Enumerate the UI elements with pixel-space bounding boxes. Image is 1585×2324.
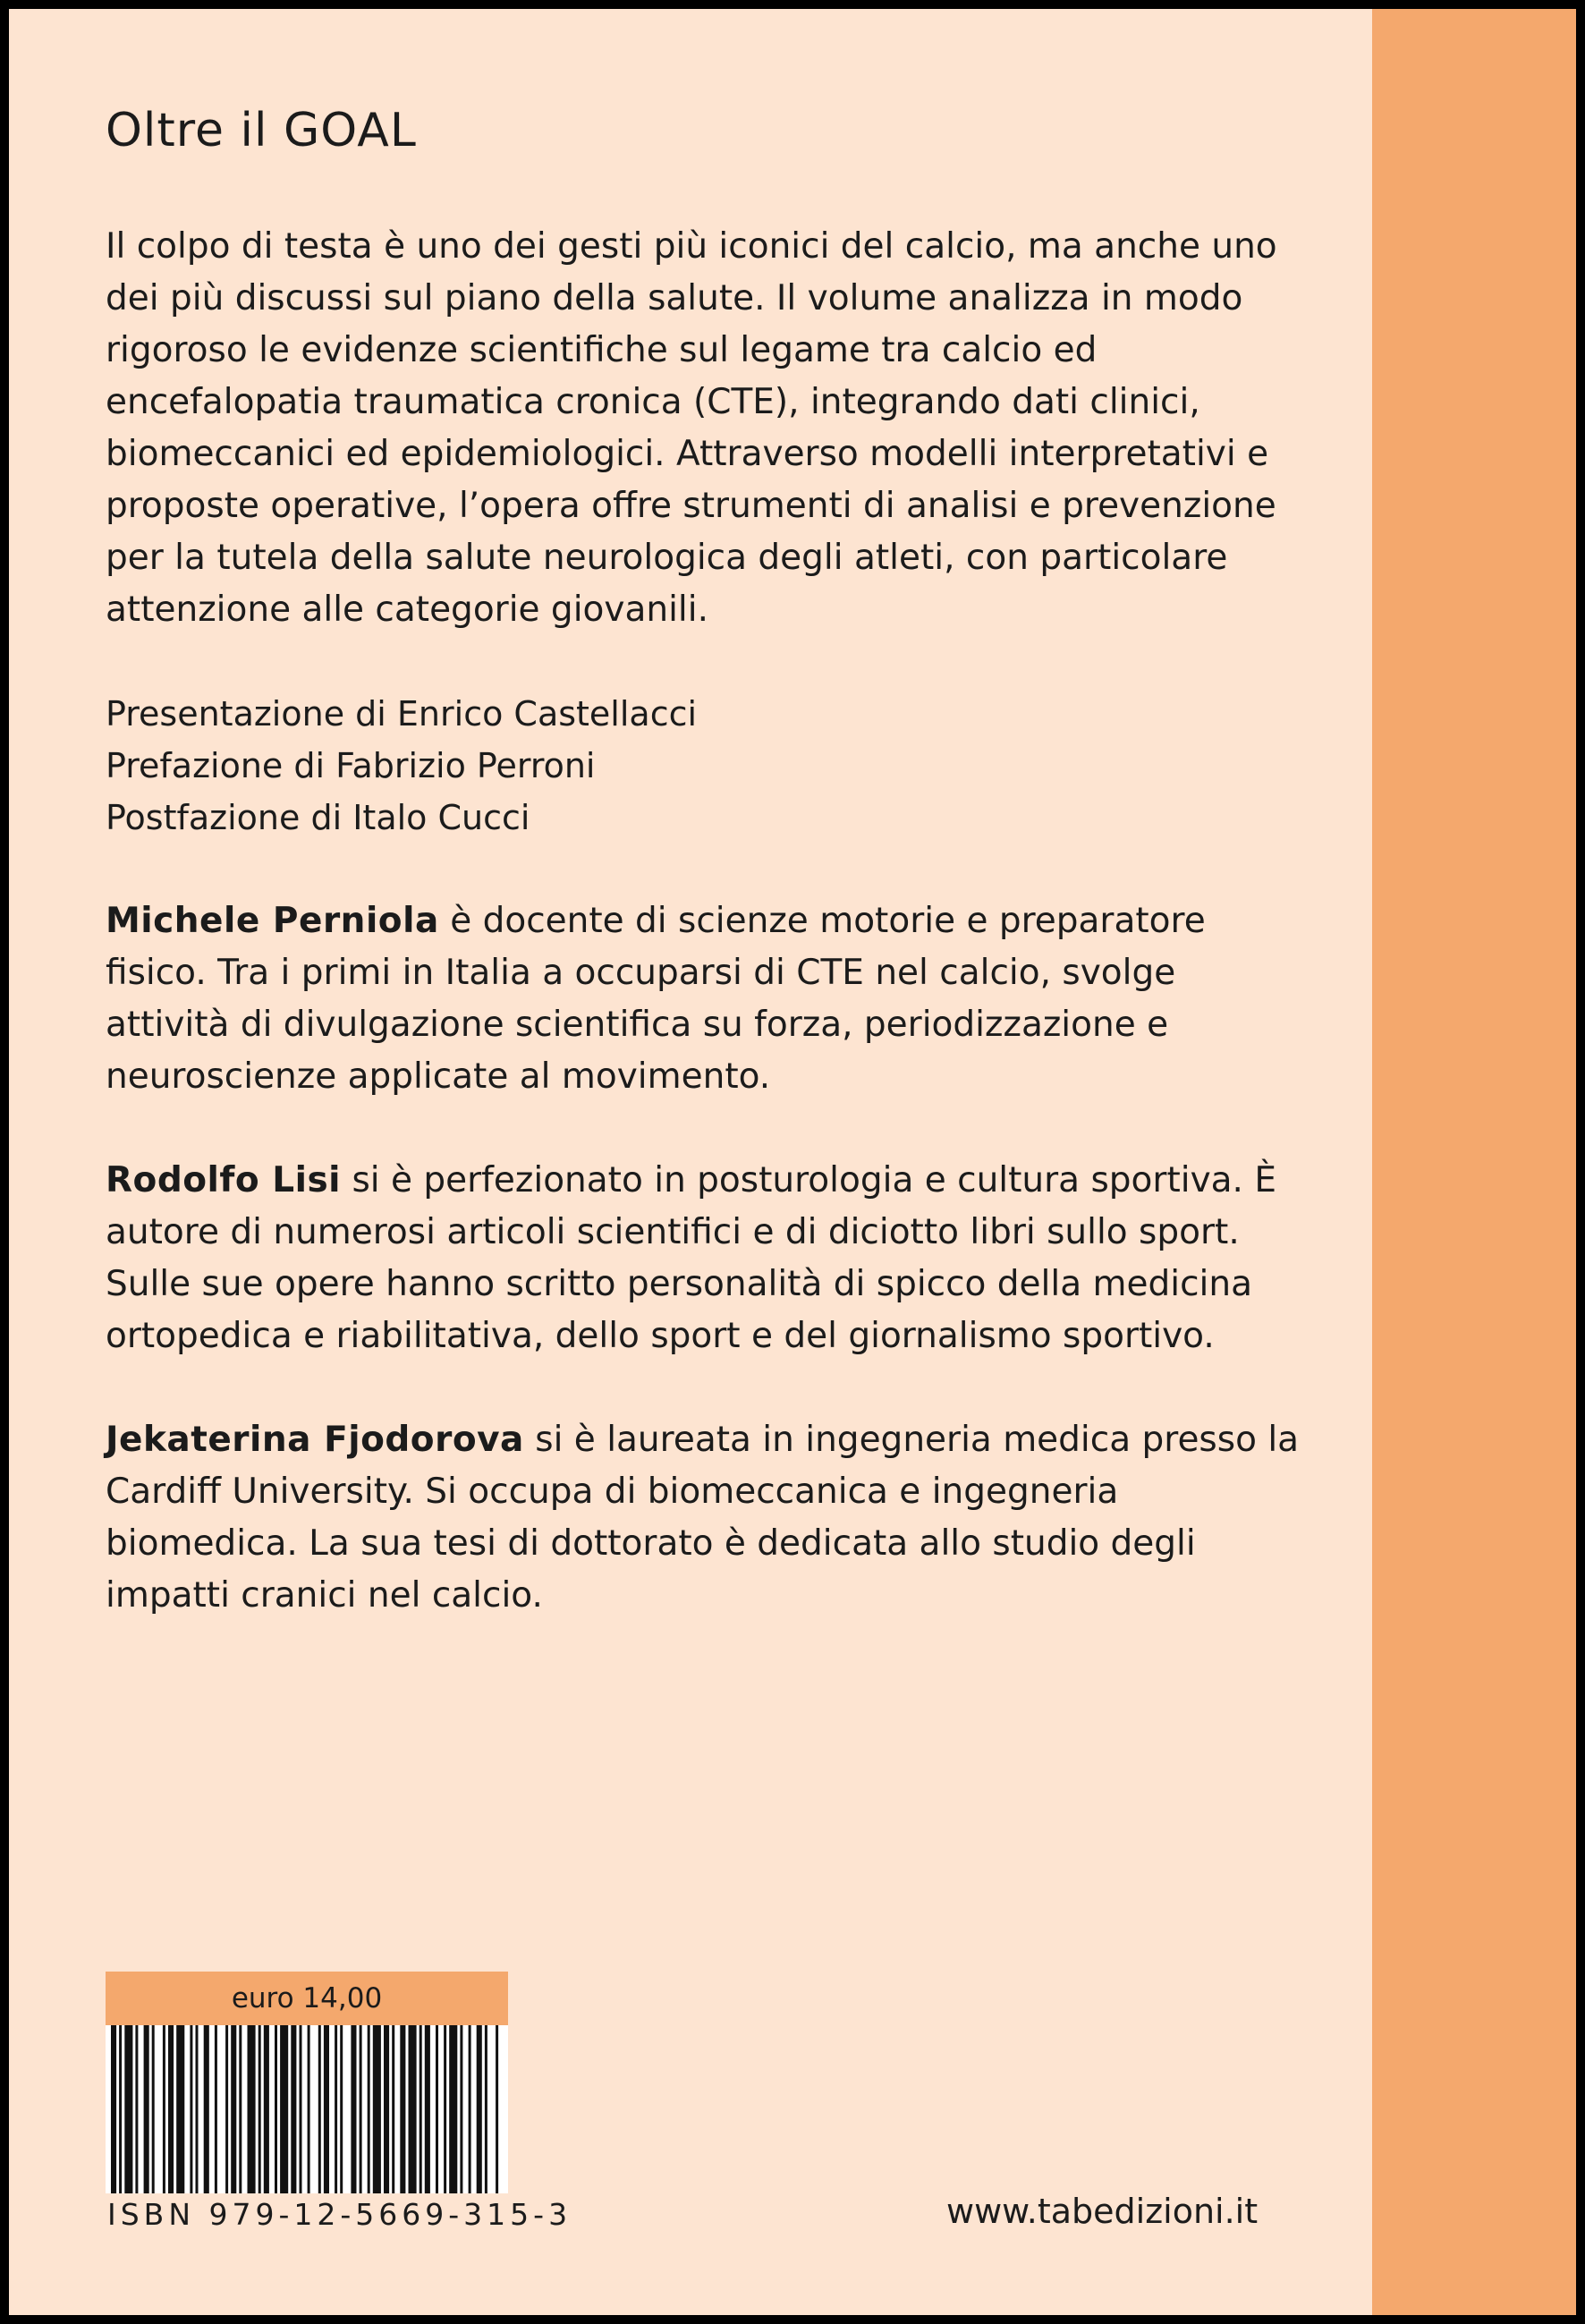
barcode-bar: [168, 2025, 174, 2193]
book-back-cover: [9, 9, 1576, 2315]
barcode-bar: [360, 2025, 362, 2193]
barcode-bar: [335, 2025, 337, 2193]
blurb-paragraph: Il colpo di testa è uno dei gesti più iconici del calcio, ma anche uno dei più discussi sul piano della salute. Il volume analizza in modo rigoroso le evidenze scientifiche sul legame tra calcio ed encefalopatia traumatica cronica (CTE), integrando dati clinici, biomeccanici ed epidemiologici. Attraverso modelli interpretativi e proposte operative, l’opera offre strumenti di analisi e prevenzione per la tutela della salute neurologica degli atleti, con particolare attenzione alle categorie giovanili.: [106, 226, 1277, 631]
barcode-bar: [400, 2025, 405, 2193]
credits-block: [106, 688, 1304, 844]
author-bio-perniola: [106, 895, 1304, 1103]
barcode-bar: [425, 2025, 430, 2193]
cover-text: [106, 106, 1304, 1674]
barcode-bar: [291, 2025, 296, 2193]
barcode-bar: [204, 2025, 209, 2193]
barcode-bar: [280, 2025, 288, 2193]
author-bio-fjodorova: [106, 1414, 1304, 1622]
barcode-bar: [318, 2025, 321, 2193]
barcode-bar: [239, 2025, 242, 2193]
price-label: euro 14,00: [106, 1972, 508, 2025]
barcode-bar: [275, 2025, 277, 2193]
author-name: Jekaterina Fjodorova: [106, 1420, 524, 1461]
barcode-bar: [135, 2025, 138, 2193]
barcode-bar: [409, 2025, 417, 2193]
barcode-bar: [259, 2025, 261, 2193]
barcode-bar: [324, 2025, 329, 2193]
barcode-bar: [392, 2025, 394, 2193]
publisher-website: www.tabedizioni.it: [946, 2192, 1259, 2231]
barcode-bar: [449, 2025, 457, 2193]
author-bio-lisi: [106, 1155, 1304, 1362]
presentation-credit: Presentazione di Enrico Castellacci: [106, 694, 698, 734]
barcode-bar: [152, 2025, 155, 2193]
author-bio-text: si è laureata in ingegneria medica presso la Cardiff University. Si occupa di biomeccanica e ingegneria biomedica. La sua tesi di dottorato è dedicata allo studio degli impatti cranici nel calcio.: [106, 1420, 1300, 1616]
barcode-bar: [460, 2025, 462, 2193]
barcode-bar: [248, 2025, 256, 2193]
barcode-bar: [444, 2025, 446, 2193]
isbn-number: ISBN 979-12-5669-315-3: [107, 2197, 572, 2232]
barcode-bar: [190, 2025, 192, 2193]
barcode-bar: [144, 2025, 149, 2193]
barcode-bar: [384, 2025, 389, 2193]
barcode-bar: [196, 2025, 199, 2193]
barcode-bar: [264, 2025, 269, 2193]
barcode-bar: [485, 2025, 487, 2193]
barcode-bar: [469, 2025, 471, 2193]
accent-band: [1372, 9, 1576, 2315]
barcode-bar: [496, 2025, 498, 2193]
author-name: Michele Perniola: [106, 901, 439, 942]
barcode-bar: [124, 2025, 132, 2193]
barcode-bar: [351, 2025, 356, 2193]
preface-credit: Prefazione di Fabrizio Perroni: [106, 746, 596, 786]
barcode-bar: [176, 2025, 184, 2193]
author-bio-text: si è perfezionato in posturologia e cultura sportiva. È autore di numerosi articoli scientifici e di diciotto libri sullo sport. Sulle sue opere hanno scritto personalità di spicco della medicina ortopedica e riabilitativa, dello sport e del giornalismo sportivo.: [106, 1160, 1276, 1357]
barcode-image: [106, 2025, 508, 2193]
barcode-bar: [477, 2025, 482, 2193]
barcode-bar: [308, 2025, 310, 2193]
barcode-bars: [106, 2025, 508, 2193]
barcode-bar: [300, 2025, 302, 2193]
barcode-bar: [163, 2025, 165, 2193]
barcode-bar: [420, 2025, 422, 2193]
barcode-bar: [111, 2025, 116, 2193]
barcode-bar: [225, 2025, 228, 2193]
author-bio-text: è docente di scienze motorie e preparatore fisico. Tra i primi in Italia a occuparsi di CTE nel calcio, svolge attività di divulgazione scientifica su forza, periodizzazione e neuroscienze applicate al movimento.: [106, 901, 1206, 1098]
barcode-bar: [215, 2025, 217, 2193]
barcode-bar: [373, 2025, 381, 2193]
book-title: Oltre il GOAL: [106, 104, 417, 157]
barcode-bar: [340, 2025, 343, 2193]
barcode-bar: [231, 2025, 236, 2193]
postface-credit: Postfazione di Italo Cucci: [106, 798, 530, 838]
barcode-bar: [368, 2025, 370, 2193]
barcode-bar: [119, 2025, 122, 2193]
author-name: Rodolfo Lisi: [106, 1160, 342, 1201]
barcode-bar: [436, 2025, 438, 2193]
